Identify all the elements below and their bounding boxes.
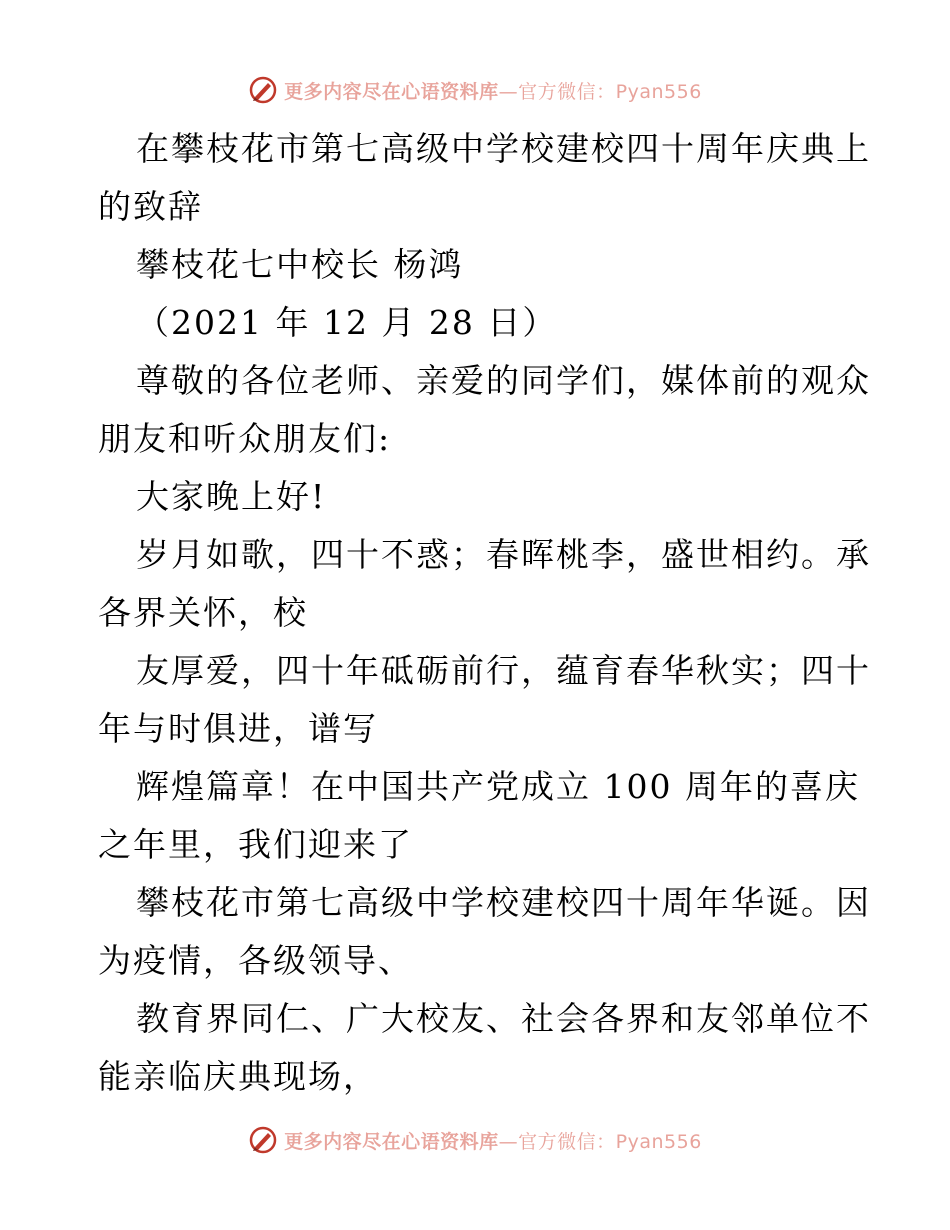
document-body (98, 120, 871, 1106)
header-banner (0, 72, 950, 108)
document-line: 为疫情，各级领导、 (98, 941, 413, 980)
banner-wechat-text: 官方微信：Pyan556 (518, 80, 702, 103)
banner-main-text: 更多内容尽在心语资料库 (284, 1130, 499, 1153)
document-line: 大家晚上好! (136, 477, 327, 516)
banner-main-text: 更多内容尽在心语资料库 (284, 80, 499, 103)
document-line: （2021 年 12 月 28 日） (136, 303, 558, 342)
banner-wechat-text: 官方微信：Pyan556 (518, 1130, 702, 1153)
document-line: 能亲临庆典现场， (98, 1057, 378, 1096)
document-line: 朋友和听众朋友们: (98, 419, 392, 458)
document-line: 年与时俱进，谱写 (98, 709, 378, 748)
banner-separator: — (498, 1130, 519, 1153)
document-line: 攀枝花市第七高级中学校建校四十周年华诞。因 (136, 883, 871, 922)
document-line: 尊敬的各位老师、亲爱的同学们，媒体前的观众 (136, 361, 871, 400)
footer-banner (0, 1122, 950, 1158)
pen-logo-icon (248, 75, 278, 105)
document-line: 之年里，我们迎来了 (98, 825, 413, 864)
document-line: 各界关怀，校 (98, 593, 308, 632)
pen-logo-icon (248, 1125, 278, 1155)
banner-separator: — (498, 80, 519, 103)
document-line: 的致辞 (98, 187, 203, 226)
document-line: 辉煌篇章！在中国共产党成立 100 周年的喜庆 (136, 767, 860, 806)
document-line: 在攀枝花市第七高级中学校建校四十周年庆典上 (136, 129, 871, 168)
document-line: 攀枝花七中校长 杨鸿 (136, 245, 464, 284)
document-line: 教育界同仁、广大校友、社会各界和友邻单位不 (136, 999, 871, 1038)
document-line: 岁月如歌，四十不惑；春晖桃李，盛世相约。承 (136, 535, 871, 574)
document-line: 友厚爱，四十年砥砺前行，蕴育春华秋实；四十 (136, 651, 871, 690)
